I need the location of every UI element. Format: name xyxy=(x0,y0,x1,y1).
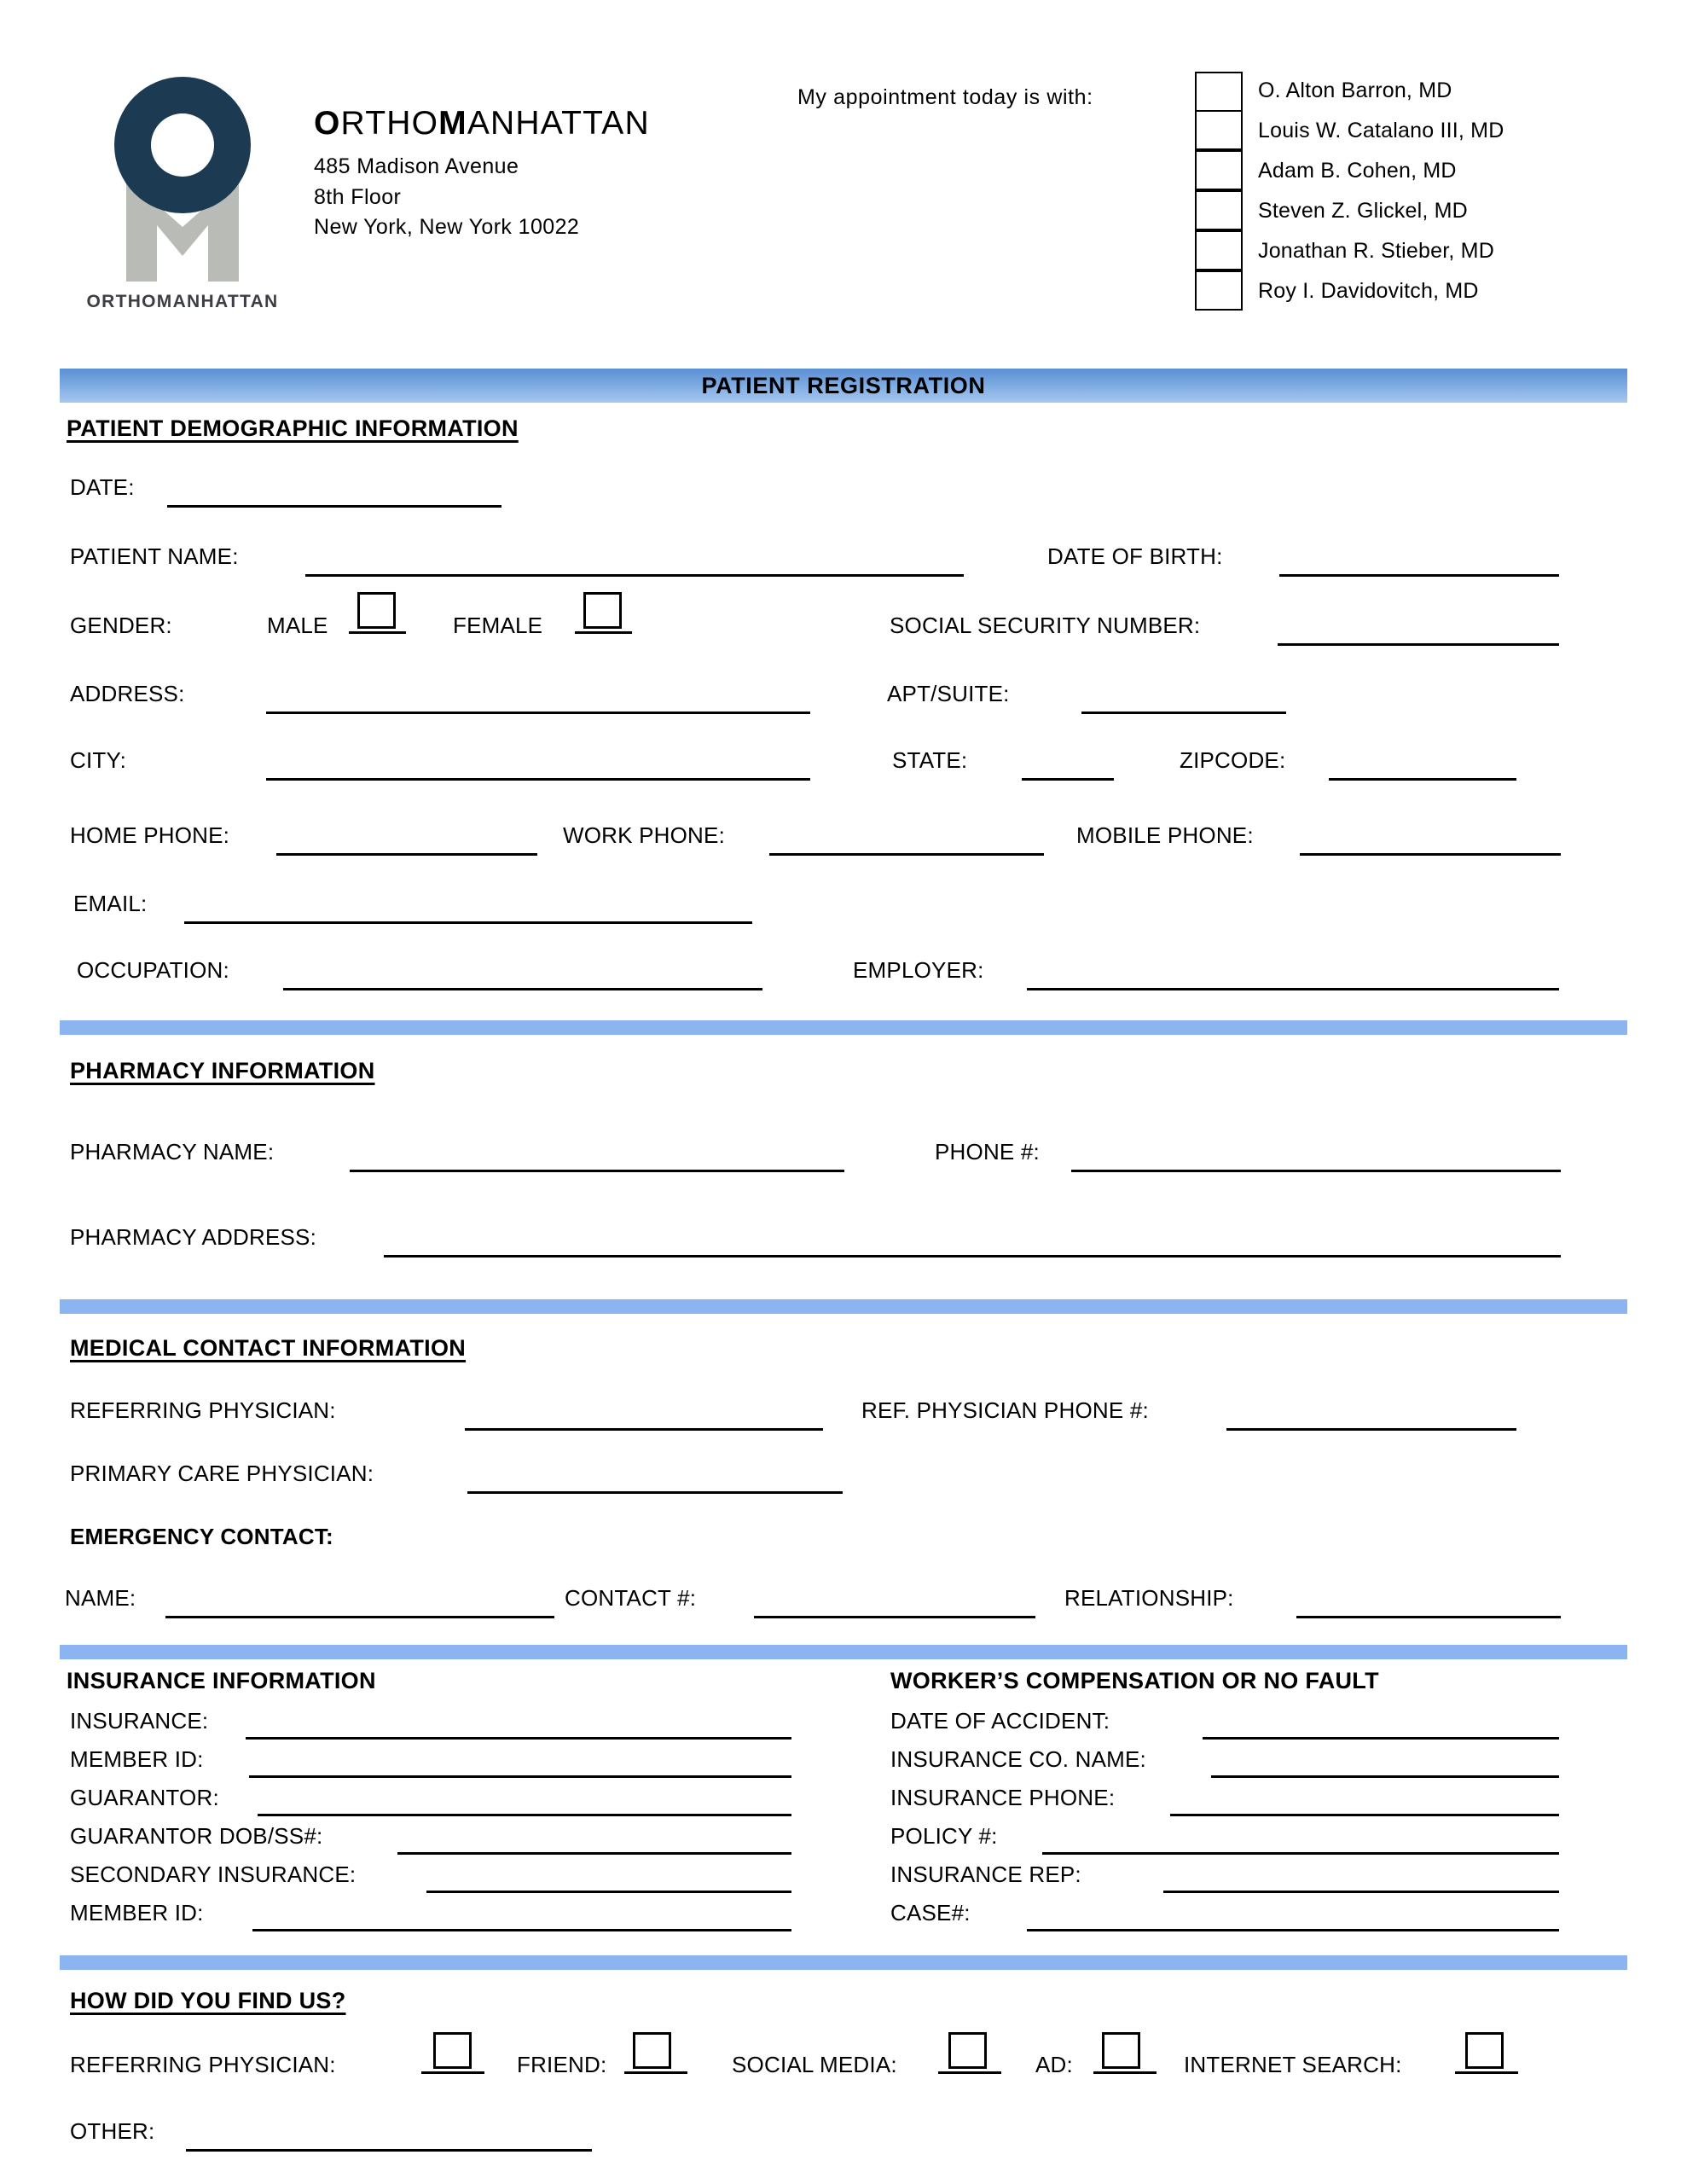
doctor-row[interactable] xyxy=(1195,192,1638,232)
company-name-o: O xyxy=(314,105,341,142)
insurance-label: INSURANCE: xyxy=(70,1708,209,1734)
emergency-contact-heading: EMERGENCY CONTACT: xyxy=(70,1524,333,1549)
insurance-input[interactable] xyxy=(246,1737,791,1740)
find-us-social-media-label: SOCIAL MEDIA: xyxy=(732,2052,897,2077)
ssn-input[interactable] xyxy=(1278,643,1559,646)
doctor-row[interactable] xyxy=(1195,152,1638,192)
company-info xyxy=(314,107,791,243)
employer-input[interactable] xyxy=(1027,988,1559,990)
section-divider-insurance xyxy=(60,1645,1627,1659)
policy-number-input[interactable] xyxy=(1042,1852,1559,1855)
find-us-social-media-rule xyxy=(938,2071,1001,2074)
gender-male-rule xyxy=(349,631,406,634)
doctor-checkbox-cohen[interactable] xyxy=(1195,150,1243,190)
zipcode-label: ZIPCODE: xyxy=(1180,747,1286,773)
section-divider-find-us xyxy=(60,1955,1627,1970)
referring-physician-input[interactable] xyxy=(465,1428,823,1431)
emergency-name-input[interactable] xyxy=(165,1616,554,1618)
occupation-input[interactable] xyxy=(283,988,762,990)
city-label: CITY: xyxy=(70,747,127,773)
date-input[interactable] xyxy=(167,505,501,508)
secondary-insurance-label: SECONDARY INSURANCE: xyxy=(70,1862,357,1887)
find-us-checkbox-internet-search[interactable] xyxy=(1465,2032,1504,2069)
date-of-accident-input[interactable] xyxy=(1203,1737,1559,1740)
doctor-row[interactable] xyxy=(1195,232,1638,272)
ref-physician-phone-input[interactable] xyxy=(1226,1428,1516,1431)
section-divider-pharmacy xyxy=(60,1020,1627,1035)
address-input[interactable] xyxy=(266,712,810,714)
doctor-checkbox-glickel[interactable] xyxy=(1195,190,1243,230)
insurance-co-name-label: INSURANCE CO. NAME: xyxy=(890,1746,1146,1772)
find-us-checkbox-friend[interactable] xyxy=(633,2032,671,2069)
gender-female-rule xyxy=(575,631,632,634)
state-input[interactable] xyxy=(1022,778,1114,781)
female-label: FEMALE xyxy=(453,613,543,638)
secondary-member-id-input[interactable] xyxy=(252,1929,791,1931)
appointment-label: My appointment today is with: xyxy=(797,85,1093,109)
find-us-checkbox-ad[interactable] xyxy=(1102,2032,1140,2069)
company-name-m: M xyxy=(438,105,467,142)
male-label: MALE xyxy=(267,613,328,638)
date-of-accident-label: DATE OF ACCIDENT: xyxy=(890,1708,1110,1734)
doctor-checkbox-davidovitch[interactable] xyxy=(1195,270,1243,311)
date-label: DATE: xyxy=(70,474,135,500)
find-us-friend-label: FRIEND: xyxy=(517,2052,607,2077)
find-us-other-label: OTHER: xyxy=(70,2118,155,2144)
dob-input[interactable] xyxy=(1279,574,1559,577)
secondary-member-id-label: MEMBER ID: xyxy=(70,1900,204,1926)
gender-checkbox-male[interactable] xyxy=(357,592,396,629)
member-id-input[interactable] xyxy=(249,1775,791,1778)
employer-label: EMPLOYER: xyxy=(853,957,984,983)
state-label: STATE: xyxy=(892,747,968,773)
guarantor-label: GUARANTOR: xyxy=(70,1785,219,1810)
email-label: EMAIL: xyxy=(73,891,148,916)
doctor-row[interactable] xyxy=(1195,112,1638,152)
find-us-friend-rule xyxy=(624,2071,687,2074)
find-us-other-input[interactable] xyxy=(186,2149,592,2152)
doctor-checkbox-list xyxy=(1195,72,1638,312)
case-number-input[interactable] xyxy=(1027,1929,1559,1931)
insurance-co-name-input[interactable] xyxy=(1211,1775,1559,1778)
mobile-phone-input[interactable] xyxy=(1300,853,1561,856)
section-heading-medical-contact: MEDICAL CONTACT INFORMATION xyxy=(70,1335,467,1361)
occupation-label: OCCUPATION: xyxy=(77,957,229,983)
logo-wordmark: ORTHOMANHATTAN xyxy=(86,292,279,311)
company-address-line-3: New York, New York 10022 xyxy=(314,215,580,239)
emergency-contact-number-input[interactable] xyxy=(754,1616,1035,1618)
pharmacy-address-input[interactable] xyxy=(384,1255,1561,1258)
member-id-label: MEMBER ID: xyxy=(70,1746,204,1772)
find-us-referring-physician-rule xyxy=(421,2071,484,2074)
pharmacy-name-input[interactable] xyxy=(350,1170,844,1172)
email-input[interactable] xyxy=(184,921,752,924)
company-address-line-2: 8th Floor xyxy=(314,184,402,209)
find-us-referring-physician-label: REFERRING PHYSICIAN: xyxy=(70,2052,336,2077)
guarantor-dob-ss-label: GUARANTOR DOB/SS#: xyxy=(70,1823,323,1849)
doctor-row[interactable] xyxy=(1195,272,1638,312)
emergency-contact-number-label: CONTACT #: xyxy=(565,1585,697,1611)
company-name-rtho: RTHO xyxy=(340,105,439,142)
patient-registration-banner xyxy=(60,369,1627,403)
orthomanhattan-logo xyxy=(75,58,290,340)
address-label: ADDRESS: xyxy=(70,681,185,706)
section-divider-medical-contact xyxy=(60,1299,1627,1314)
company-address-line-1: 485 Madison Avenue xyxy=(314,154,519,178)
doctor-name-label: O. Alton Barron, MD xyxy=(1258,78,1452,102)
doctor-checkbox-stieber[interactable] xyxy=(1195,230,1243,270)
section-heading-find-us: HOW DID YOU FIND US? xyxy=(70,1988,346,2013)
home-phone-label: HOME PHONE: xyxy=(70,822,230,848)
company-name-anhattan: ANHATTAN xyxy=(467,105,650,142)
find-us-internet-search-rule xyxy=(1455,2071,1518,2074)
insurance-rep-label: INSURANCE REP: xyxy=(890,1862,1081,1887)
logo-mark-icon xyxy=(75,58,290,290)
referring-physician-label: REFERRING PHYSICIAN: xyxy=(70,1397,336,1423)
pharmacy-phone-label: PHONE #: xyxy=(935,1139,1040,1165)
apt-suite-input[interactable] xyxy=(1081,712,1286,714)
guarantor-dob-ss-input[interactable] xyxy=(397,1852,791,1855)
gender-checkbox-female[interactable] xyxy=(583,592,622,629)
appointment-selector xyxy=(797,72,1650,345)
guarantor-input[interactable] xyxy=(258,1814,791,1816)
dob-label: DATE OF BIRTH: xyxy=(1047,543,1223,569)
doctor-checkbox-barron[interactable] xyxy=(1195,72,1243,112)
case-number-label: CASE#: xyxy=(890,1900,971,1926)
primary-care-physician-label: PRIMARY CARE PHYSICIAN: xyxy=(70,1461,374,1486)
form-header xyxy=(0,0,1687,358)
pharmacy-name-label: PHARMACY NAME: xyxy=(70,1139,275,1165)
pharmacy-address-label: PHARMACY ADDRESS: xyxy=(70,1224,316,1250)
emergency-relationship-label: RELATIONSHIP: xyxy=(1064,1585,1234,1611)
home-phone-input[interactable] xyxy=(276,853,537,856)
doctor-row[interactable] xyxy=(1195,72,1638,112)
secondary-insurance-input[interactable] xyxy=(426,1891,791,1893)
company-name xyxy=(314,107,791,140)
doctor-name-label: Roy I. Davidovitch, MD xyxy=(1258,279,1479,303)
section-heading-demographic: PATIENT DEMOGRAPHIC INFORMATION xyxy=(67,415,519,441)
work-phone-input[interactable] xyxy=(769,853,1044,856)
ssn-label: SOCIAL SECURITY NUMBER: xyxy=(890,613,1201,638)
section-heading-insurance: INSURANCE INFORMATION xyxy=(67,1668,376,1693)
apt-suite-label: APT/SUITE: xyxy=(887,681,1010,706)
section-heading-pharmacy: PHARMACY INFORMATION xyxy=(70,1058,375,1083)
emergency-name-label: NAME: xyxy=(65,1585,136,1611)
patient-name-input[interactable] xyxy=(305,574,964,577)
patient-name-label: PATIENT NAME: xyxy=(70,543,239,569)
work-phone-label: WORK PHONE: xyxy=(563,822,725,848)
doctor-checkbox-catalano[interactable] xyxy=(1195,110,1243,150)
pharmacy-phone-input[interactable] xyxy=(1071,1170,1561,1172)
city-input[interactable] xyxy=(266,778,810,781)
emergency-relationship-input[interactable] xyxy=(1296,1616,1561,1618)
find-us-checkbox-referring-physician[interactable] xyxy=(433,2032,472,2069)
insurance-phone-label: INSURANCE PHONE: xyxy=(890,1785,1116,1810)
page-title: PATIENT REGISTRATION xyxy=(701,373,986,398)
zipcode-input[interactable] xyxy=(1329,778,1516,781)
find-us-ad-label: AD: xyxy=(1035,2052,1073,2077)
primary-care-physician-input[interactable] xyxy=(467,1491,843,1494)
doctor-name-label: Louis W. Catalano III, MD xyxy=(1258,119,1504,142)
policy-number-label: POLICY #: xyxy=(890,1823,998,1849)
doctor-name-label: Steven Z. Glickel, MD xyxy=(1258,199,1468,223)
find-us-checkbox-social-media[interactable] xyxy=(948,2032,987,2069)
mobile-phone-label: MOBILE PHONE: xyxy=(1076,822,1254,848)
gender-label: GENDER: xyxy=(70,613,172,638)
doctor-name-label: Adam B. Cohen, MD xyxy=(1258,159,1457,183)
section-heading-workers-comp: WORKER’S COMPENSATION OR NO FAULT xyxy=(890,1668,1379,1693)
find-us-ad-rule xyxy=(1093,2071,1157,2074)
doctor-name-label: Jonathan R. Stieber, MD xyxy=(1258,239,1494,263)
insurance-phone-input[interactable] xyxy=(1170,1814,1559,1816)
ref-physician-phone-label: REF. PHYSICIAN PHONE #: xyxy=(861,1397,1149,1423)
find-us-internet-search-label: INTERNET SEARCH: xyxy=(1184,2052,1402,2077)
insurance-rep-input[interactable] xyxy=(1163,1891,1559,1893)
